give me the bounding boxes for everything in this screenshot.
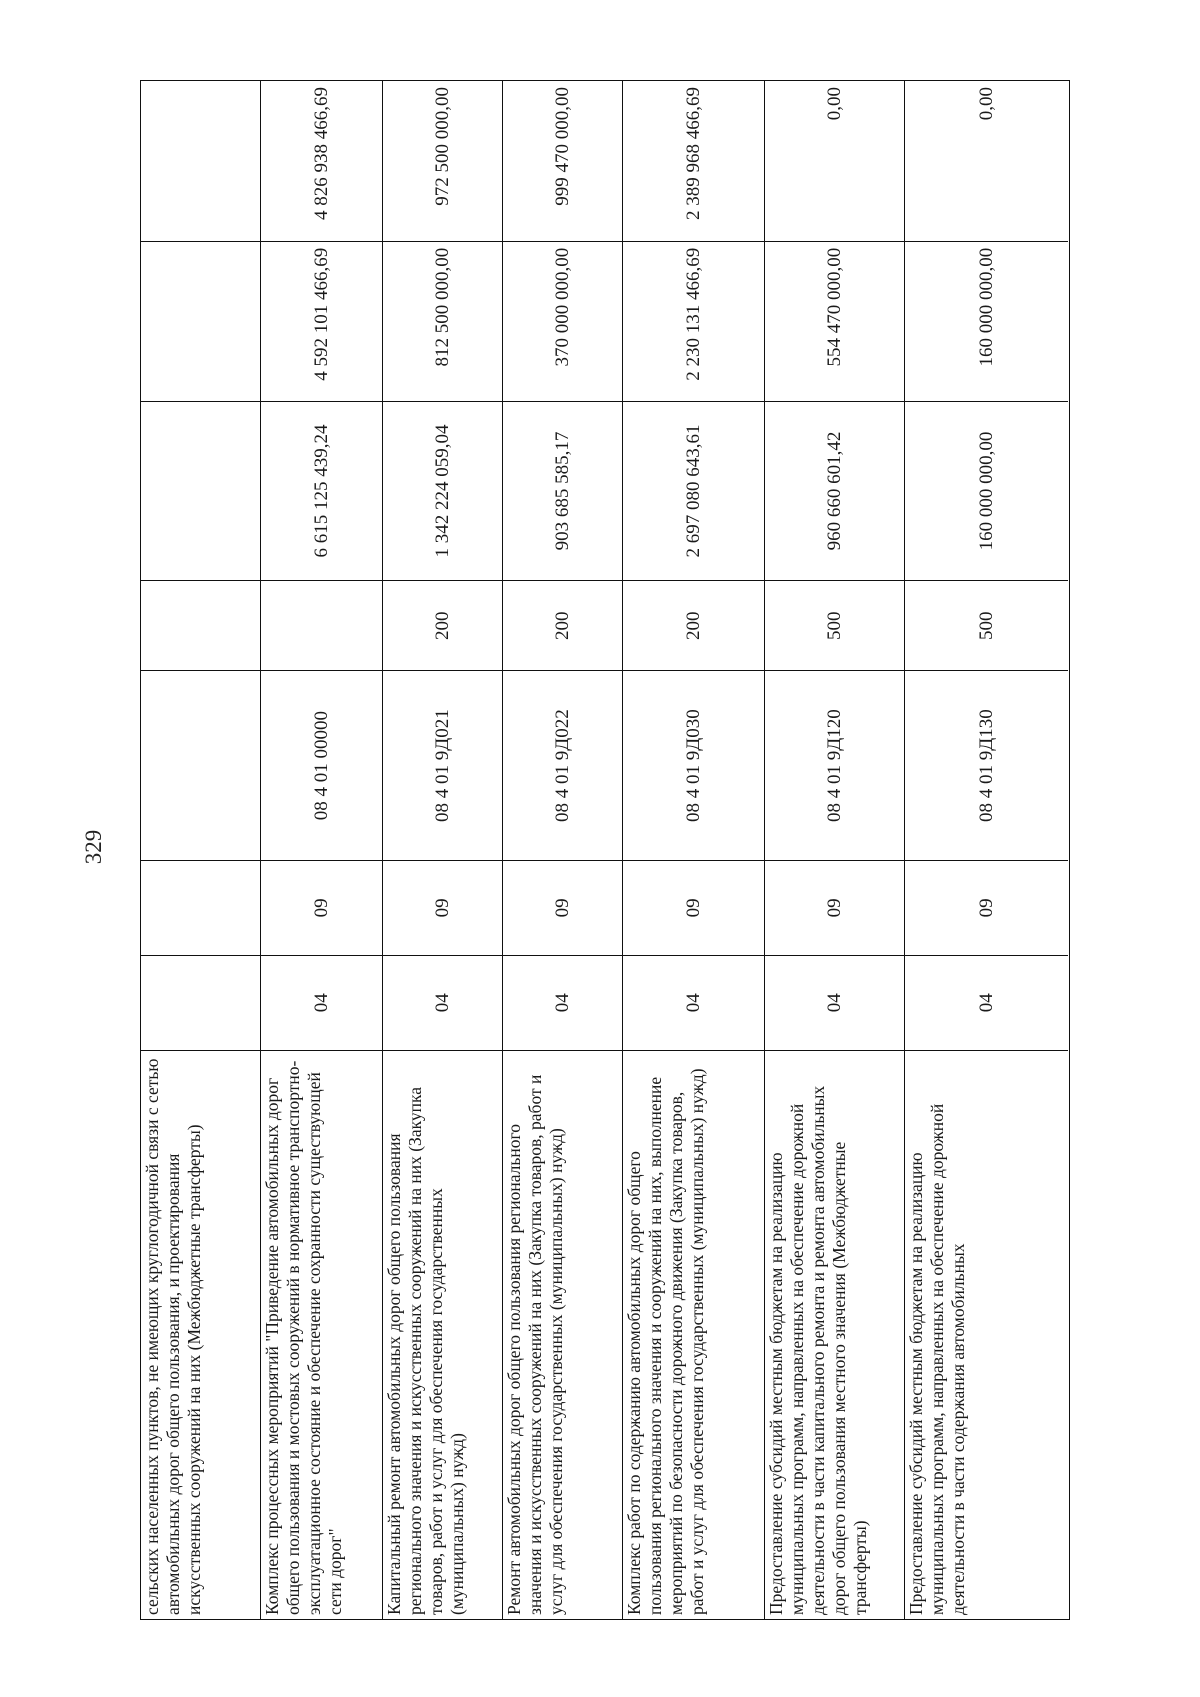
budget-table [140,80,1070,1620]
row-section: 04 [261,955,382,1050]
row-name: Комплекс работ по содержанию автомобильных дорог общего пользования регионального значения и сооружений на них, выполнение мероприятий по безопасности дорожного движения (Закупка товаров, работ и услуг для обеспечения государственных (муниципальных) нужд) [623,1050,764,1619]
table-row [503,81,623,1619]
row-target-code: 08 4 01 9Д130 [905,670,1068,860]
row-sum-year2: 2 230 131 466,69 [623,241,764,401]
row-sum-year1: 903 685 585,17 [503,401,622,581]
row-section: 04 [503,955,622,1050]
row-subsection: 09 [383,860,502,955]
row-target-code [141,670,260,860]
table-row [905,81,1068,1619]
row-name: Предоставление субсидий местным бюджетам на реализацию муниципальных программ, направленных на обеспечение дорожной деятельности в части капитального ремонта и ремонта автомобильных дорог общего пользования местного значения (Межбюджетные трансферты) [765,1050,904,1619]
row-sum-year1: 160 000 000,00 [905,401,1068,581]
row-subsection [141,860,260,955]
row-target-code: 08 4 01 9Д120 [765,670,904,860]
row-target-code: 08 4 01 9Д022 [503,670,622,860]
row-sum-year2: 554 470 000,00 [765,241,904,401]
row-sum-year2: 4 592 101 466,69 [261,241,382,401]
row-sum-year2: 160 000 000,00 [905,241,1068,401]
row-name: Предоставление субсидий местным бюджетам на реализацию муниципальных программ, направленных на обеспечение дорожной деятельности в части содержания автомобильных [905,1050,1068,1619]
row-subsection: 09 [503,860,622,955]
table-row [383,81,503,1619]
page-number: 329 [81,829,106,865]
row-sum-year1: 960 660 601,42 [765,401,904,581]
row-sum-year3: 999 470 000,00 [552,87,573,206]
row-sum-year3 [141,81,260,241]
row-section: 04 [623,955,764,1050]
row-sum-year3: 972 500 000,00 [432,87,453,206]
row-sum-year2: 370 000 000,00 [503,241,622,401]
row-name: Комплекс процессных мероприятий "Приведение автомобильных дорог общего пользования и мостовых сооружений в нормативное транспортно-эксплуатационное состояние и обеспечение сохранности существующей сети дорог" [261,1050,382,1619]
row-section [141,955,260,1050]
row-subsection: 09 [623,860,764,955]
row-sum-year1: 6 615 125 439,24 [261,401,382,581]
row-sum-year2: 812 500 000,00 [383,241,502,401]
row-expense-type: 200 [623,580,764,670]
row-subsection: 09 [905,860,1068,955]
row-sum-year3: 0,00 [824,87,845,121]
row-sum-year1: 2 697 080 643,61 [623,401,764,581]
row-expense-type: 500 [905,580,1068,670]
row-sum-year3: 0,00 [976,87,997,121]
row-expense-type [141,580,260,670]
row-expense-type: 200 [503,580,622,670]
row-sum-year3: 4 826 938 466,69 [311,87,332,220]
row-target-code: 08 4 01 9Д021 [383,670,502,860]
budget-table-container [140,80,1070,1620]
row-sum-year1: 1 342 224 059,04 [383,401,502,581]
table-row [141,81,261,1619]
row-sum-year3: 2 389 968 466,69 [683,87,704,220]
table-row [765,81,905,1619]
row-name: Ремонт автомобильных дорог общего пользования регионального значения и искусственных сооружений на них (Закупка товаров, работ и услуг для обеспечения государственных (муниципальных) нужд) [503,1050,622,1619]
row-name: сельских населенных пунктов, не имеющих круглогодичной связи с сетью автомобильных дорог общего пользования, и проектирования искусственных сооружений на них (Межбюджетные трансферты) [141,1050,260,1619]
row-expense-type [261,580,382,670]
row-target-code: 08 4 01 00000 [261,670,382,860]
row-name: Капитальный ремонт автомобильных дорог общего пользования регионального значения и искусственных сооружений на них (Закупка товаров, работ и услуг для обеспечения государственных (муниципальных) нужд) [383,1050,502,1619]
row-expense-type: 200 [383,580,502,670]
row-subsection: 09 [765,860,904,955]
row-target-code: 08 4 01 9Д030 [623,670,764,860]
row-sum-year1 [141,401,260,581]
row-section: 04 [905,955,1068,1050]
table-row [623,81,765,1619]
table-row [261,81,383,1619]
row-subsection: 09 [261,860,382,955]
row-section: 04 [765,955,904,1050]
row-expense-type: 500 [765,580,904,670]
row-sum-year2 [141,241,260,401]
row-section: 04 [383,955,502,1050]
